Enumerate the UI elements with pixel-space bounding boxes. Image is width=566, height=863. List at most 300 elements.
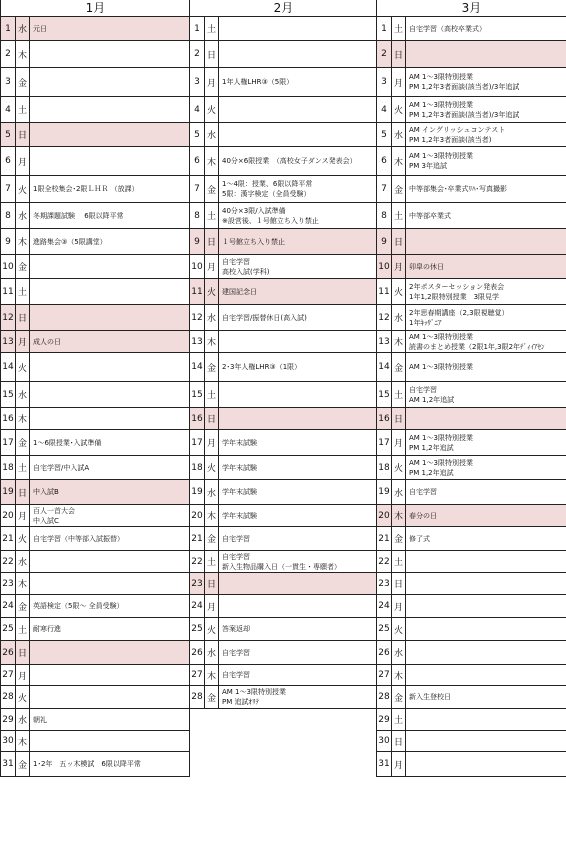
event-cell xyxy=(30,430,190,455)
event-cell xyxy=(406,731,566,751)
day-row xyxy=(190,68,377,97)
weekday: 火 xyxy=(16,353,30,381)
event-cell xyxy=(219,203,377,228)
event-cell xyxy=(406,527,566,550)
day-row xyxy=(1,255,190,279)
day-row xyxy=(190,123,377,147)
event-text: PM 1,2年追試 xyxy=(409,468,454,477)
day-row xyxy=(1,752,190,777)
day-number: 28 xyxy=(190,686,205,708)
weekday: 水 xyxy=(205,305,219,330)
day-number: 14 xyxy=(190,353,205,381)
day-row xyxy=(1,573,190,595)
day-number: 8 xyxy=(190,203,205,228)
day-row xyxy=(377,279,566,305)
weekday: 月 xyxy=(16,331,30,352)
day-row xyxy=(377,353,566,382)
weekday: 木 xyxy=(16,408,30,429)
day-row xyxy=(1,731,190,752)
event-cell xyxy=(406,147,566,175)
event-text: 英語検定（5限～ 全員受験） xyxy=(33,602,124,610)
day-row xyxy=(1,147,190,176)
event-cell xyxy=(30,505,190,526)
event-text: 成人の日 xyxy=(33,337,61,346)
day-number: 28 xyxy=(377,686,392,708)
day-row xyxy=(190,305,377,331)
weekday: 火 xyxy=(392,618,406,640)
weekday: 水 xyxy=(16,709,30,730)
event-text: 学年末試験 xyxy=(222,463,257,472)
day-row xyxy=(1,665,190,686)
weekday: 月 xyxy=(392,752,406,776)
weekday: 月 xyxy=(205,595,219,617)
day-number: 3 xyxy=(1,68,16,96)
event-cell xyxy=(219,618,377,640)
weekday: 日 xyxy=(392,41,406,67)
day-row xyxy=(1,480,190,505)
day-number: 9 xyxy=(1,229,16,254)
weekday: 金 xyxy=(392,353,406,381)
event-cell xyxy=(219,305,377,330)
event-cell xyxy=(30,709,190,730)
event-text: 1年ｷｯｻﾞﾆｱ xyxy=(409,318,442,327)
day-row xyxy=(190,279,377,305)
day-number: 27 xyxy=(377,665,392,685)
event-cell xyxy=(406,331,566,352)
event-cell xyxy=(406,41,566,67)
event-text: AM 1～3限特別授業 xyxy=(409,100,473,109)
event-cell xyxy=(30,176,190,202)
day-number: 16 xyxy=(1,408,16,429)
day-row xyxy=(1,456,190,480)
event-text: 元日 xyxy=(33,24,47,33)
day-row xyxy=(377,229,566,255)
weekday: 金 xyxy=(16,752,30,776)
event-cell xyxy=(219,229,377,254)
day-number: 8 xyxy=(1,203,16,228)
day-number: 17 xyxy=(190,430,205,455)
day-row xyxy=(377,709,566,731)
day-number: 15 xyxy=(1,382,16,407)
weekday: 日 xyxy=(16,480,30,504)
day-number: 14 xyxy=(377,353,392,381)
day-number: 11 xyxy=(1,279,16,304)
weekday: 月 xyxy=(392,68,406,96)
event-cell xyxy=(30,731,190,751)
weekday: 火 xyxy=(392,456,406,479)
event-text: PM 1,2年3者面談(該当者)/3年追試 xyxy=(409,110,520,119)
day-row xyxy=(377,480,566,505)
event-text: 学年末試験 xyxy=(222,488,257,496)
event-cell xyxy=(219,255,377,278)
event-cell xyxy=(30,595,190,617)
day-number: 11 xyxy=(190,279,205,304)
month-title: 3月 xyxy=(377,0,566,17)
event-text: 耐寒行進 xyxy=(33,625,61,633)
event-text: 中等部卒業式 xyxy=(409,211,451,220)
day-number: 10 xyxy=(377,255,392,278)
day-number: 17 xyxy=(1,430,16,455)
weekday: 水 xyxy=(392,641,406,664)
day-number: 6 xyxy=(377,147,392,175)
weekday: 日 xyxy=(392,408,406,429)
event-text: 新入生登校日 xyxy=(409,693,451,701)
day-number: 21 xyxy=(377,527,392,550)
day-number: 4 xyxy=(377,97,392,122)
day-number: 2 xyxy=(1,41,16,67)
event-text: 読書のまとめ授業（2限1年,3限2年ﾃﾞｨｲｱｾﾝ xyxy=(409,342,545,351)
weekday: 木 xyxy=(205,147,219,175)
day-row xyxy=(377,382,566,408)
day-row xyxy=(377,641,566,665)
event-cell xyxy=(219,686,377,708)
day-row xyxy=(377,752,566,777)
event-cell xyxy=(406,686,566,708)
month-column-feb xyxy=(189,0,377,777)
weekday: 金 xyxy=(392,527,406,550)
day-number: 15 xyxy=(377,382,392,407)
weekday: 土 xyxy=(205,551,219,572)
weekday: 水 xyxy=(16,203,30,228)
event-text: PM 3年追試 xyxy=(409,162,447,170)
weekday: 月 xyxy=(205,430,219,455)
day-row xyxy=(377,176,566,203)
weekday: 木 xyxy=(205,665,219,685)
event-cell xyxy=(406,408,566,429)
event-cell xyxy=(219,331,377,352)
event-text: 自宅学習 xyxy=(222,552,250,561)
weekday: 水 xyxy=(205,480,219,504)
weekday: 水 xyxy=(205,641,219,664)
event-cell xyxy=(30,17,190,40)
weekday: 火 xyxy=(205,97,219,122)
day-row xyxy=(190,17,377,41)
day-row xyxy=(190,382,377,408)
weekday: 木 xyxy=(392,505,406,526)
day-row xyxy=(1,382,190,408)
event-cell xyxy=(219,573,377,594)
weekday: 月 xyxy=(392,255,406,278)
weekday: 火 xyxy=(205,618,219,640)
event-cell xyxy=(406,97,566,122)
event-text: 建国記念日 xyxy=(222,287,257,296)
event-cell xyxy=(219,641,377,664)
weekday: 日 xyxy=(392,731,406,751)
weekday: 土 xyxy=(205,203,219,228)
event-cell xyxy=(406,709,566,730)
event-text: 冬期課題試験 6限以降平常 xyxy=(33,211,124,220)
event-cell xyxy=(219,147,377,175)
event-cell xyxy=(406,68,566,96)
day-number: 16 xyxy=(190,408,205,429)
weekday: 水 xyxy=(392,123,406,146)
weekday: 月 xyxy=(392,595,406,617)
day-row xyxy=(377,573,566,595)
day-row xyxy=(1,686,190,709)
weekday: 金 xyxy=(16,595,30,617)
event-cell xyxy=(219,408,377,429)
weekday: 火 xyxy=(16,527,30,550)
weekday: 水 xyxy=(392,305,406,330)
day-number: 11 xyxy=(377,279,392,304)
day-row xyxy=(190,665,377,686)
day-number: 27 xyxy=(190,665,205,685)
weekday: 金 xyxy=(205,686,219,708)
day-row xyxy=(190,353,377,382)
day-number: 18 xyxy=(190,456,205,479)
event-cell xyxy=(30,279,190,304)
day-number: 18 xyxy=(1,456,16,479)
day-number: 22 xyxy=(1,551,16,572)
weekday: 木 xyxy=(205,505,219,526)
day-row xyxy=(1,279,190,305)
day-number: 24 xyxy=(1,595,16,617)
event-cell xyxy=(406,641,566,664)
event-cell xyxy=(406,551,566,572)
weekday: 月 xyxy=(392,430,406,455)
day-row xyxy=(190,618,377,641)
event-text: 自宅学習 xyxy=(222,534,250,543)
event-text: 1年1,2限特別授業 3限見学 xyxy=(409,292,500,301)
day-number: 10 xyxy=(190,255,205,278)
event-cell xyxy=(219,551,377,572)
event-text: 答案返却 xyxy=(222,625,250,633)
day-row xyxy=(190,41,377,68)
weekday: 火 xyxy=(205,456,219,479)
day-number: 2 xyxy=(377,41,392,67)
event-text: 自宅学習 xyxy=(409,385,437,394)
event-cell xyxy=(219,41,377,67)
day-row xyxy=(377,97,566,123)
event-text: PM 1,2年3者面談(該当者) xyxy=(409,135,492,144)
month-column-mar xyxy=(376,0,566,777)
event-cell xyxy=(30,382,190,407)
day-number: 7 xyxy=(377,176,392,202)
event-cell xyxy=(406,353,566,381)
weekday: 日 xyxy=(392,573,406,594)
day-number: 5 xyxy=(1,123,16,146)
event-text: 1～6限授業･入試準備 xyxy=(33,438,102,447)
event-cell xyxy=(406,665,566,685)
day-row xyxy=(377,595,566,618)
day-row xyxy=(1,527,190,551)
event-cell xyxy=(406,456,566,479)
day-row xyxy=(190,641,377,665)
event-text: １号館立ち入り禁止 xyxy=(222,237,285,246)
day-number: 31 xyxy=(377,752,392,776)
day-row xyxy=(377,505,566,527)
weekday: 土 xyxy=(392,382,406,407)
day-row xyxy=(190,595,377,618)
day-number: 22 xyxy=(377,551,392,572)
weekday: 木 xyxy=(205,331,219,352)
day-number: 23 xyxy=(190,573,205,594)
event-text: 卯皐の休日 xyxy=(409,262,444,271)
event-text: 進路集会③（5限講堂） xyxy=(33,237,107,246)
day-number: 13 xyxy=(1,331,16,352)
event-text: 1･2年 五ッ木模試 6限以降平常 xyxy=(33,760,141,768)
weekday: 金 xyxy=(205,353,219,381)
day-row xyxy=(190,505,377,527)
weekday: 土 xyxy=(392,709,406,730)
day-row xyxy=(1,430,190,456)
event-cell xyxy=(30,686,190,708)
event-cell xyxy=(219,17,377,40)
weekday: 火 xyxy=(392,97,406,122)
event-text: 修了式 xyxy=(409,534,430,543)
event-cell xyxy=(219,353,377,381)
event-text: 自宅学習/中入試A xyxy=(33,463,90,472)
event-text: 百人一首大会 xyxy=(33,506,75,515)
event-cell xyxy=(30,147,190,175)
weekday: 金 xyxy=(205,527,219,550)
day-row xyxy=(190,255,377,279)
event-cell xyxy=(30,456,190,479)
weekday: 日 xyxy=(205,408,219,429)
day-number: 3 xyxy=(377,68,392,96)
day-number: 28 xyxy=(1,686,16,708)
day-row xyxy=(377,203,566,229)
day-number: 1 xyxy=(1,17,16,40)
day-row xyxy=(377,551,566,573)
event-text: PM 追試ｵﾘﾃ xyxy=(222,698,259,706)
weekday: 水 xyxy=(205,123,219,146)
day-number: 20 xyxy=(377,505,392,526)
day-number: 29 xyxy=(1,709,16,730)
event-cell xyxy=(406,505,566,526)
day-number: 3 xyxy=(190,68,205,96)
event-text: AM 1,2年追試 xyxy=(409,395,455,404)
event-cell xyxy=(219,595,377,617)
event-text: 1年人権LHR③（5限） xyxy=(222,78,294,86)
day-row xyxy=(1,176,190,203)
event-cell xyxy=(219,382,377,407)
weekday: 水 xyxy=(16,551,30,572)
weekday: 木 xyxy=(392,147,406,175)
day-row xyxy=(377,17,566,41)
month-column-jan xyxy=(0,0,190,777)
day-row xyxy=(1,305,190,331)
day-number: 4 xyxy=(1,97,16,122)
weekday: 金 xyxy=(392,686,406,708)
weekday: 木 xyxy=(16,731,30,751)
event-cell xyxy=(406,480,566,504)
day-number: 1 xyxy=(190,17,205,40)
event-text: 高校入試(学科) xyxy=(222,267,270,276)
day-number: 7 xyxy=(1,176,16,202)
event-cell xyxy=(30,752,190,776)
event-text: 中入試C xyxy=(33,516,59,525)
day-row xyxy=(1,41,190,68)
day-row xyxy=(377,408,566,430)
weekday: 日 xyxy=(16,305,30,330)
event-text: 中等部集会･卒業式ﾘﾊ･写真撮影 xyxy=(409,185,507,193)
weekday: 金 xyxy=(16,430,30,455)
weekday: 日 xyxy=(205,229,219,254)
day-number: 13 xyxy=(190,331,205,352)
weekday: 水 xyxy=(16,382,30,407)
weekday: 木 xyxy=(392,665,406,685)
day-row xyxy=(377,456,566,480)
weekday: 土 xyxy=(205,17,219,40)
event-text: 40分×6限授業 （高校女子ダンス発表会） xyxy=(222,157,357,165)
event-cell xyxy=(406,17,566,40)
event-cell xyxy=(219,279,377,304)
day-number: 26 xyxy=(190,641,205,664)
event-text: 自宅学習/振替休日(高入試) xyxy=(222,313,307,322)
day-row xyxy=(190,147,377,176)
event-cell xyxy=(30,68,190,96)
day-number: 9 xyxy=(377,229,392,254)
weekday: 土 xyxy=(16,279,30,304)
day-row xyxy=(377,147,566,176)
event-cell xyxy=(406,752,566,776)
weekday: 月 xyxy=(205,255,219,278)
event-cell xyxy=(30,665,190,685)
day-row xyxy=(1,353,190,382)
day-number: 10 xyxy=(1,255,16,278)
day-number: 5 xyxy=(190,123,205,146)
event-cell xyxy=(406,305,566,330)
weekday: 水 xyxy=(392,480,406,504)
event-cell xyxy=(30,255,190,278)
event-text: 自宅学習 xyxy=(222,671,250,679)
day-number: 12 xyxy=(190,305,205,330)
event-text: 学年末試験 xyxy=(222,438,257,447)
day-number: 29 xyxy=(377,709,392,730)
event-cell xyxy=(219,527,377,550)
day-number: 25 xyxy=(377,618,392,640)
day-number: 16 xyxy=(377,408,392,429)
weekday: 土 xyxy=(392,551,406,572)
event-text: 自宅学習（高校卒業式） xyxy=(409,24,486,33)
event-text: 自宅学習 xyxy=(222,257,250,266)
event-text: PM 1,2年追試 xyxy=(409,443,454,452)
day-row xyxy=(190,456,377,480)
event-cell xyxy=(406,255,566,278)
day-row xyxy=(377,255,566,279)
event-cell xyxy=(30,641,190,664)
event-cell xyxy=(30,573,190,594)
weekday: 木 xyxy=(392,331,406,352)
weekday: 水 xyxy=(16,17,30,40)
day-number: 22 xyxy=(190,551,205,572)
event-text: AM 1～3限特別授業 xyxy=(222,688,286,696)
weekday: 土 xyxy=(16,618,30,640)
day-row xyxy=(190,686,377,709)
day-number: 23 xyxy=(1,573,16,594)
event-text: 自宅学習 xyxy=(222,648,250,657)
day-row xyxy=(1,408,190,430)
month-title: 1月 xyxy=(1,0,190,17)
day-number: 26 xyxy=(1,641,16,664)
day-number: 19 xyxy=(190,480,205,504)
day-row xyxy=(1,97,190,123)
event-cell xyxy=(30,480,190,504)
day-row xyxy=(377,618,566,641)
event-cell xyxy=(406,229,566,254)
day-row xyxy=(1,229,190,255)
event-cell xyxy=(406,279,566,304)
weekday: 日 xyxy=(205,573,219,594)
day-number: 15 xyxy=(190,382,205,407)
day-number: 20 xyxy=(190,505,205,526)
event-cell xyxy=(406,203,566,228)
weekday: 金 xyxy=(16,255,30,278)
day-row xyxy=(190,573,377,595)
day-row xyxy=(377,527,566,551)
event-cell xyxy=(219,97,377,122)
